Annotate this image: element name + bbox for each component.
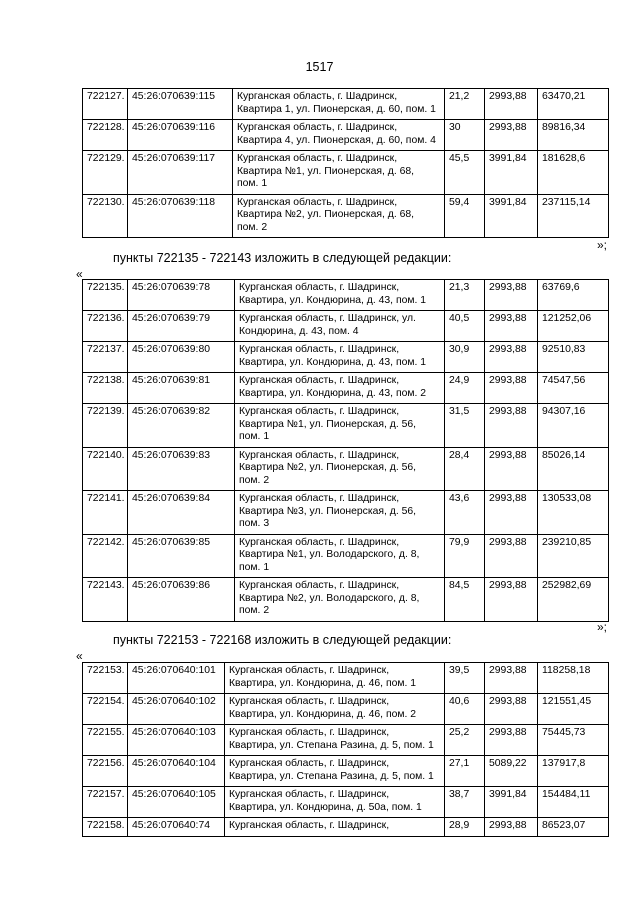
address-line: Курганская область, г. Шадринск, [239, 580, 400, 591]
address-line: Квартира №2, ул. Пионерская, д. 68, [237, 209, 415, 220]
cadastral-number-cell: 45:26:070639:81 [128, 373, 235, 404]
cadastral-number-cell: 45:26:070639:86 [128, 578, 235, 622]
price-per-unit-cell: 3991,84 [485, 151, 538, 195]
address-line: Квартира, ул. Кондюрина, д. 50а, пом. 1 [229, 801, 422, 813]
section-heading-2: пункты 722135 - 722143 изложить в следующей редакции: [113, 251, 452, 265]
address-line: Курганская область, г. Шадринск, [229, 820, 390, 831]
address-line: Квартира 4, ул. Пионерская, д. 60, пом. 4 [237, 134, 436, 146]
cadastral-number-cell: 45:26:070639:84 [128, 491, 235, 535]
price-per-unit-cell: 2993,88 [485, 342, 538, 373]
cadastral-number-cell: 45:26:070639:118 [128, 194, 233, 238]
page-number: 1517 [305, 60, 334, 74]
cadastral-number-cell: 45:26:070639:78 [128, 280, 235, 311]
area-cell: 31,5 [445, 404, 485, 448]
cadastral-number-cell: 45:26:070640:105 [128, 787, 225, 818]
area-cell: 25,2 [445, 725, 485, 756]
address-cell [235, 280, 445, 311]
area-cell: 39,5 [445, 663, 485, 694]
section-heading-3: пункты 722153 - 722168 изложить в следующей редакции: [113, 633, 452, 647]
address-line: Курганская область, г. Шадринск, [239, 282, 400, 293]
cadastral-number-cell: 45:26:070639:116 [128, 120, 233, 151]
area-cell: 84,5 [445, 578, 485, 622]
address-line: пом. 1 [237, 178, 268, 189]
address-line: пом. 2 [237, 221, 268, 233]
table-row [83, 725, 609, 756]
item-number-cell: 722129. [83, 151, 128, 195]
price-per-unit-cell: 2993,88 [485, 280, 538, 311]
price-per-unit-cell: 2993,88 [485, 311, 538, 342]
price-per-unit-cell: 2993,88 [485, 447, 538, 491]
item-number-cell: 722158. [83, 818, 128, 837]
table-row [83, 663, 609, 694]
total-value-cell: 181628,6 [538, 151, 609, 195]
area-cell: 40,5 [445, 311, 485, 342]
total-value-cell: 75445,73 [538, 725, 609, 756]
address-line: Курганская область, г. Шадринск, [239, 493, 400, 504]
cadastral-number-cell: 45:26:070640:103 [128, 725, 225, 756]
price-per-unit-cell: 2993,88 [485, 120, 538, 151]
address-cell [235, 404, 445, 448]
address-line: Курганская область, г. Шадринск, [237, 122, 398, 133]
item-number-cell: 722143. [83, 578, 128, 622]
area-cell: 28,4 [445, 447, 485, 491]
price-per-unit-cell: 2993,88 [485, 491, 538, 535]
item-number-cell: 722136. [83, 311, 128, 342]
table-row [83, 89, 609, 120]
total-value-cell: 137917,8 [538, 756, 609, 787]
open-quote-3: « [76, 649, 83, 663]
address-cell [235, 342, 445, 373]
address-line: Квартира №1, ул. Пионерская, д. 56, [239, 418, 417, 430]
address-cell [235, 447, 445, 491]
address-line: Квартира, ул. Кондюрина, д. 46, пом. 1 [229, 677, 417, 689]
price-per-unit-cell: 2993,88 [485, 694, 538, 725]
address-cell [233, 89, 445, 120]
address-line: Курганская область, г. Шадринск, [229, 789, 390, 800]
table-row [83, 194, 609, 238]
item-number-cell: 722140. [83, 447, 128, 491]
table-row [83, 818, 609, 837]
address-line: Квартира №3, ул. Пионерская, д. 56, [239, 505, 417, 517]
address-line: Курганская область, г. Шадринск, [229, 665, 390, 676]
open-quote-2: « [76, 267, 83, 281]
address-line: Курганская область, г. Шадринск, [239, 344, 400, 355]
address-cell [233, 194, 445, 238]
price-per-unit-cell: 3991,84 [485, 787, 538, 818]
area-cell: 24,9 [445, 373, 485, 404]
cadastral-number-cell: 45:26:070639:115 [128, 89, 233, 120]
cadastral-number-cell: 45:26:070640:74 [128, 818, 225, 837]
area-cell: 59,4 [445, 194, 485, 238]
address-line: Квартира, ул. Степана Разина, д. 5, пом. 1 [229, 770, 434, 782]
table-row [83, 151, 609, 195]
address-cell [225, 818, 445, 837]
table-row [83, 578, 609, 622]
price-per-unit-cell: 3991,84 [485, 194, 538, 238]
total-value-cell: 121252,06 [538, 311, 609, 342]
address-line: Курганская область, г. Шадринск, [237, 196, 398, 208]
total-value-cell: 237115,14 [538, 194, 609, 238]
price-per-unit-cell: 2993,88 [485, 578, 538, 622]
address-cell [235, 534, 445, 578]
address-cell [235, 578, 445, 622]
total-value-cell: 121551,45 [538, 694, 609, 725]
table-row [83, 491, 609, 535]
cadastral-number-cell: 45:26:070639:79 [128, 311, 235, 342]
total-value-cell: 154484,11 [538, 787, 609, 818]
price-per-unit-cell: 2993,88 [485, 373, 538, 404]
table-1 [82, 88, 609, 238]
total-value-cell: 252982,69 [538, 578, 609, 622]
address-cell [235, 311, 445, 342]
price-per-unit-cell: 2993,88 [485, 725, 538, 756]
address-cell [225, 787, 445, 818]
item-number-cell: 722142. [83, 534, 128, 578]
cadastral-number-cell: 45:26:070639:117 [128, 151, 233, 195]
address-line: Курганская область, г. Шадринск, [229, 696, 390, 707]
item-number-cell: 722137. [83, 342, 128, 373]
item-number-cell: 722139. [83, 404, 128, 448]
area-cell: 45,5 [445, 151, 485, 195]
cadastral-number-cell: 45:26:070640:101 [128, 663, 225, 694]
closing-quote-1: »; [596, 238, 607, 252]
cadastral-number-cell: 45:26:070639:82 [128, 404, 235, 448]
area-cell: 21,2 [445, 89, 485, 120]
total-value-cell: 63470,21 [538, 89, 609, 120]
address-line: Квартира 1, ул. Пионерская, д. 60, пом. 1 [237, 103, 436, 115]
cadastral-number-cell: 45:26:070639:83 [128, 447, 235, 491]
address-cell [225, 663, 445, 694]
address-cell [225, 756, 445, 787]
address-line: пом. 1 [239, 561, 270, 573]
address-line: Курганская область, г. Шадринск, ул. [239, 313, 416, 324]
address-line: пом. 2 [239, 605, 270, 616]
area-cell: 30 [445, 120, 485, 151]
item-number-cell: 722155. [83, 725, 128, 756]
table-row [83, 534, 609, 578]
table-row [83, 694, 609, 725]
area-cell: 28,9 [445, 818, 485, 837]
address-line: Квартира №1, ул. Пионерская, д. 68, [237, 165, 415, 177]
area-cell: 27,1 [445, 756, 485, 787]
cadastral-number-cell: 45:26:070640:104 [128, 756, 225, 787]
address-line: Квартира, ул. Степана Разина, д. 5, пом. 1 [229, 739, 434, 751]
total-value-cell: 85026,14 [538, 447, 609, 491]
price-per-unit-cell: 5089,22 [485, 756, 538, 787]
address-cell [233, 151, 445, 195]
address-line: пом. 2 [239, 474, 270, 486]
area-cell: 43,6 [445, 491, 485, 535]
area-cell: 30,9 [445, 342, 485, 373]
total-value-cell: 118258,18 [538, 663, 609, 694]
table-2 [82, 279, 609, 622]
table-3 [82, 662, 609, 837]
address-line: Квартира, ул. Кондюрина, д. 46, пом. 2 [229, 708, 417, 720]
cadastral-number-cell: 45:26:070639:85 [128, 534, 235, 578]
price-per-unit-cell: 2993,88 [485, 89, 538, 120]
total-value-cell: 94307,16 [538, 404, 609, 448]
item-number-cell: 722141. [83, 491, 128, 535]
cadastral-number-cell: 45:26:070640:102 [128, 694, 225, 725]
address-cell [225, 725, 445, 756]
table-row [83, 404, 609, 448]
area-cell: 21,3 [445, 280, 485, 311]
address-line: Курганская область, г. Шадринск, [239, 536, 400, 548]
table-row [83, 120, 609, 151]
address-line: Курганская область, г. Шадринск, [237, 91, 398, 102]
address-line: Квартира, ул. Кондюрина, д. 43, пом. 2 [239, 387, 427, 399]
table-row [83, 342, 609, 373]
address-line: Квартира, ул. Кондюрина, д. 43, пом. 1 [239, 294, 427, 306]
address-line: Курганская область, г. Шадринск, [239, 449, 400, 461]
item-number-cell: 722127. [83, 89, 128, 120]
total-value-cell: 74547,56 [538, 373, 609, 404]
item-number-cell: 722130. [83, 194, 128, 238]
total-value-cell: 63769,6 [538, 280, 609, 311]
item-number-cell: 722154. [83, 694, 128, 725]
address-line: Квартира №2, ул. Володарского, д. 8, [239, 592, 420, 604]
table-row [83, 311, 609, 342]
address-line: Кондюрина, д. 43, пом. 4 [239, 325, 359, 337]
address-line: Квартира, ул. Кондюрина, д. 43, пом. 1 [239, 356, 427, 368]
table-row [83, 447, 609, 491]
table-row [83, 280, 609, 311]
address-cell [233, 120, 445, 151]
address-cell [235, 491, 445, 535]
cadastral-number-cell: 45:26:070639:80 [128, 342, 235, 373]
address-line: Курганская область, г. Шадринск, [239, 375, 400, 386]
total-value-cell: 239210,85 [538, 534, 609, 578]
total-value-cell: 89816,34 [538, 120, 609, 151]
address-cell [235, 373, 445, 404]
closing-quote-2: »; [596, 620, 607, 634]
item-number-cell: 722135. [83, 280, 128, 311]
item-number-cell: 722138. [83, 373, 128, 404]
price-per-unit-cell: 2993,88 [485, 534, 538, 578]
item-number-cell: 722153. [83, 663, 128, 694]
total-value-cell: 130533,08 [538, 491, 609, 535]
item-number-cell: 722128. [83, 120, 128, 151]
address-line: Курганская область, г. Шадринск, [237, 153, 398, 164]
total-value-cell: 92510,83 [538, 342, 609, 373]
address-line: Квартира №2, ул. Пионерская, д. 56, [239, 462, 417, 473]
address-line: пом. 3 [239, 518, 270, 529]
price-per-unit-cell: 2993,88 [485, 663, 538, 694]
item-number-cell: 722156. [83, 756, 128, 787]
address-line: Курганская область, г. Шадринск, [239, 406, 400, 417]
item-number-cell: 722157. [83, 787, 128, 818]
table-row [83, 756, 609, 787]
address-line: Курганская область, г. Шадринск, [229, 727, 390, 738]
address-line: пом. 1 [239, 431, 270, 442]
total-value-cell: 86523,07 [538, 818, 609, 837]
address-line: Квартира №1, ул. Володарского, д. 8, [239, 549, 420, 560]
price-per-unit-cell: 2993,88 [485, 818, 538, 837]
address-line: Курганская область, г. Шадринск, [229, 758, 390, 769]
price-per-unit-cell: 2993,88 [485, 404, 538, 448]
table-row [83, 787, 609, 818]
area-cell: 40,6 [445, 694, 485, 725]
area-cell: 79,9 [445, 534, 485, 578]
area-cell: 38,7 [445, 787, 485, 818]
table-row [83, 373, 609, 404]
address-cell [225, 694, 445, 725]
